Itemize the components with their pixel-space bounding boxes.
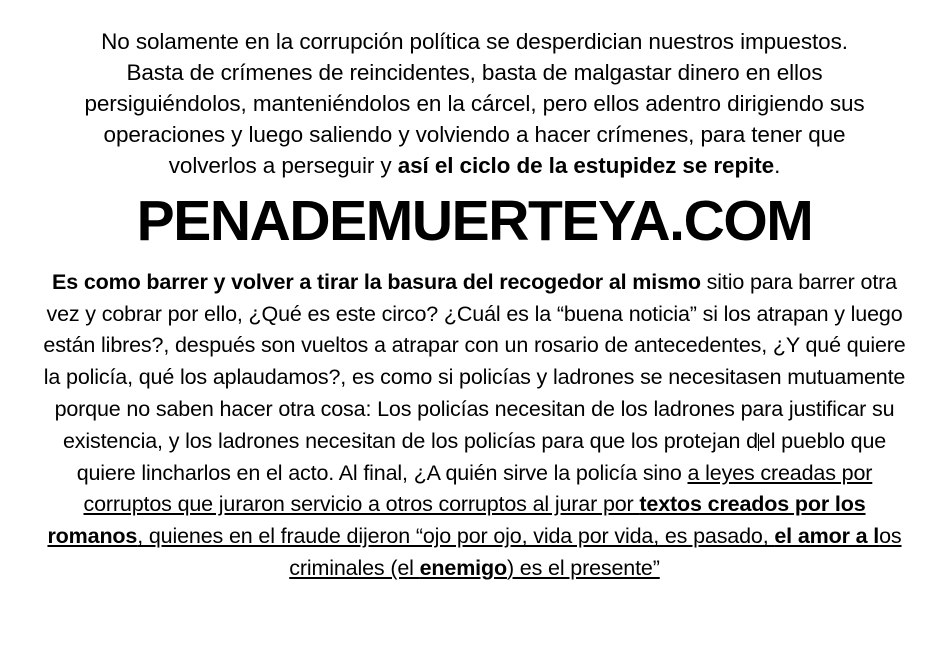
intro-paragraph <box>34 26 915 181</box>
body-segment-underline-bold-1: textos creados por los romanos <box>47 492 866 549</box>
body-segment-underline-2: , quienes en el fraude dijeron “ojo por ojo, vida por vida, es pasado, <box>137 524 775 549</box>
body-segment-plain-2: el pueblo que quiere lincharlos en el acto. Al final, ¿A quién sirve la policía sino <box>76 428 887 485</box>
body-segment-underline-1: a leyes creadas por corruptos que juraron servicio a otros corruptos al jurar por <box>83 460 873 517</box>
intro-line-2: Basta de crímenes de reincidentes, basta de malgastar dinero en ellos <box>126 60 823 86</box>
headline-domain: PENADEMUERTEYA.COM <box>136 189 813 254</box>
body-segment-underline-3: os criminales (el <box>289 524 902 581</box>
body-segment-underline-bold-3: enemigo <box>419 556 507 581</box>
body-paragraph <box>34 267 915 585</box>
intro-line-1: No solamente en la corrupción política se desperdician nuestros impuestos. <box>101 29 848 54</box>
body-segment-underline-bold-2: el amor a l <box>774 524 880 549</box>
intro-line-4: operaciones y luego saliendo y volviendo a hacer crímenes, para tener que <box>103 122 846 148</box>
body-segment-underline-4: ) es el presente” <box>506 556 660 581</box>
intro-line-5-bold: así el ciclo de la estupidez se repite <box>397 153 775 179</box>
intro-line-3: persiguiéndolos, manteniéndolos en la cárcel, pero ellos adentro dirigiendo sus <box>84 91 865 117</box>
body-segment-plain-1: sitio para barrer otra vez y cobrar por ello, ¿Qué es este circo? ¿Cuál es la “buena noticia” si los atrapan y luego están libres?, después son vueltos a atrapar con un rosario de antecedentes, ¿Y qué quiere la policía, qué los aplaudamos?, es como si policías y ladrones se necesitasen mutuamente porque no saben hacer otra cosa: Los policías necesitan de los ladrones para justificar su existencia, y los ladrones necesitan de los policías para que los protejan d <box>43 269 906 453</box>
intro-line-5-end: . <box>774 153 781 179</box>
intro-line-5-plain: volverlos a perseguir y <box>168 153 398 179</box>
body-segment-bold-opening: Es como barrer y volver a tirar la basura del recogedor al mismo <box>52 269 701 294</box>
